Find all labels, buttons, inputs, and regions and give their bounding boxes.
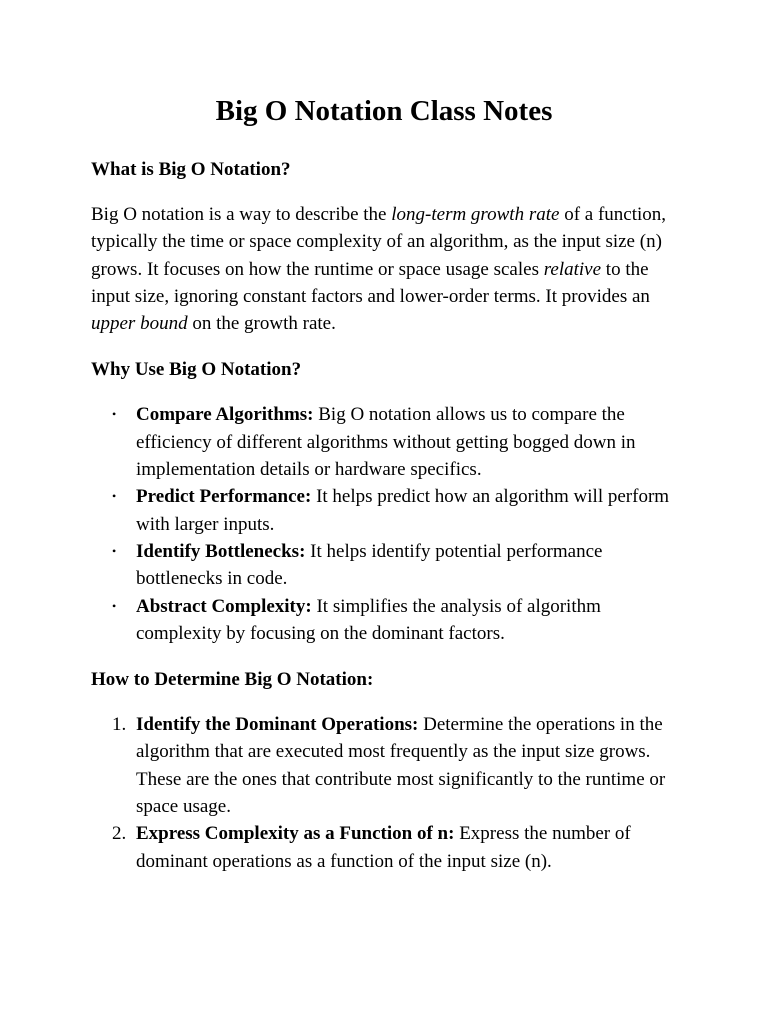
bullet-icon: • bbox=[112, 407, 117, 422]
section-heading-what: What is Big O Notation? bbox=[91, 159, 291, 180]
item-number: 2. bbox=[112, 823, 127, 845]
item-text: Express the number of dominant operations as a function of the input size (n). bbox=[136, 823, 631, 872]
section-heading-how: How to Determine Big O Notation: bbox=[91, 669, 374, 691]
item-label: Compare Algorithms: bbox=[136, 404, 314, 426]
bullet-icon: • bbox=[112, 489, 117, 504]
item-label: Predict Performance: bbox=[136, 486, 312, 508]
emphasis-upper-bound: upper bound bbox=[91, 313, 188, 335]
section-heading-why: Why Use Big O Notation? bbox=[91, 359, 302, 381]
paragraph-text: on the growth rate. bbox=[187, 313, 336, 335]
list-item bbox=[112, 820, 677, 875]
paragraph-definition bbox=[91, 201, 677, 337]
list-item bbox=[112, 538, 677, 593]
bullet-icon: • bbox=[112, 543, 117, 558]
item-text: Determine the operations in the algorithm that are executed most frequently as the input size grows. These are the ones that contribute most significantly to the runtime or space usage. bbox=[136, 714, 666, 818]
list-item bbox=[112, 401, 677, 483]
paragraph-text: of a function, typically the time or space complexity of an algorithm, as the input size (n) grows. It focuses on how the runtime or space usage scales bbox=[91, 204, 667, 280]
list-item bbox=[112, 483, 677, 538]
bullet-icon: • bbox=[112, 598, 117, 613]
reasons-list bbox=[91, 401, 677, 647]
emphasis-long-term-growth-rate: long-term growth rate bbox=[391, 204, 560, 225]
item-label: Express Complexity as a Function of n: bbox=[136, 823, 455, 845]
paragraph-text: to the input size, ignoring constant factors and lower-order terms. It provides an bbox=[91, 258, 650, 307]
steps-list bbox=[91, 711, 677, 875]
item-label: Identify the Dominant Operations: bbox=[136, 714, 419, 736]
item-label: Identify Bottlenecks: bbox=[136, 540, 306, 562]
paragraph-text: Big O notation is a way to describe the bbox=[91, 204, 392, 225]
item-number: 1. bbox=[112, 714, 127, 736]
list-item bbox=[112, 593, 677, 648]
list-item bbox=[112, 711, 677, 820]
emphasis-relative: relative bbox=[543, 258, 602, 280]
item-text: It simplifies the analysis of algorithm complexity by focusing on the dominant factors. bbox=[136, 595, 601, 644]
item-text: It helps identify potential performance bottlenecks in code. bbox=[136, 540, 603, 590]
item-text: It helps predict how an algorithm will perform with larger inputs. bbox=[136, 486, 670, 535]
item-text: Big O notation allows us to compare the efficiency of different algorithms without getting bogged down in implementation details or hardware specifics. bbox=[136, 404, 636, 481]
page-title: Big O Notation Class Notes bbox=[215, 95, 553, 127]
item-label: Abstract Complexity: bbox=[136, 595, 312, 617]
